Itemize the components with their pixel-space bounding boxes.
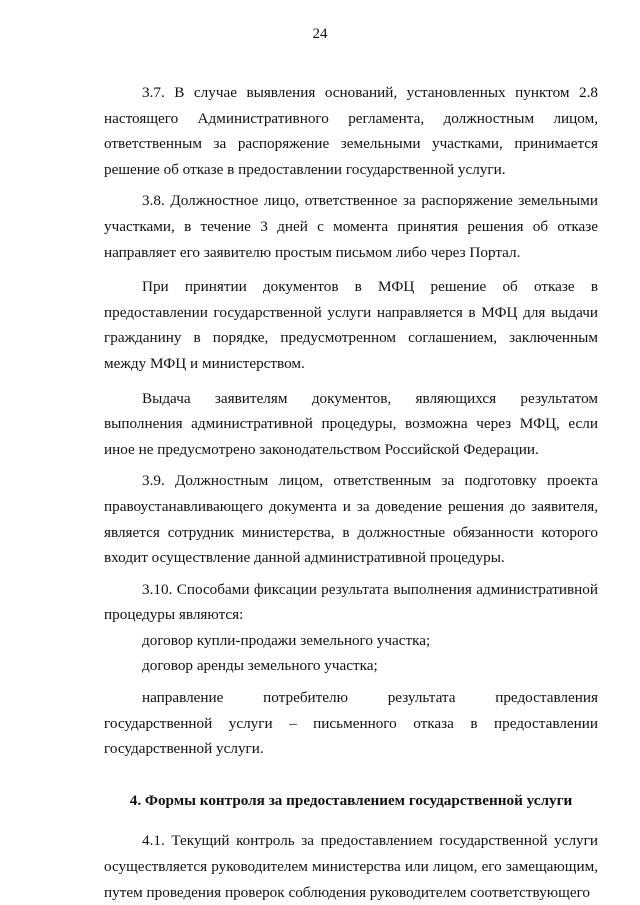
paragraph-refusal-notice: направление потребителю результата предоставления государственной услуги – письменного отказа в предоставлении государственной услуги. [104,689,598,758]
paragraph-4-1: 4.1. Текущий контроль за предоставлением государственной услуги осуществляется руководителем министерства или лицом, его замещающим, путем проведения проверок соблюдения руководителем соответствующего [104,832,598,901]
paragraph-3-8: 3.8. Должностное лицо, ответственное за распоряжение земельными участками, в течение 3 дней с момента принятия решения об отказе направляет его заявителю простым письмом либо через Портал. [104,192,598,261]
paragraph-3-9: 3.9. Должностным лицом, ответственным за подготовку проекта правоустанавливающего документа и за доведение решения до заявителя, является сотрудник министерства, в должностные обязанности которого входит осуществление данной административной процедуры. [104,472,598,567]
list-item-sale-contract: договор купли-продажи земельного участка; [142,631,431,649]
document-body [104,80,598,905]
paragraph-3-10: 3.10. Способами фиксации результата выполнения административной процедуры являются: [104,580,598,624]
list-item-lease-contract: договор аренды земельного участка; [142,657,378,675]
section-heading: 4. Формы контроля за предоставлением государственной услуги [129,791,573,809]
paragraph-mfc-refusal: При принятии документов в МФЦ решение об отказе в предоставлении государственной услуги направляется в МФЦ для выдачи гражданину в порядке, предусмотренном соглашением, заключенным между МФЦ и министерством. [104,278,598,372]
paragraph-issuance: Выдача заявителям документов, являющихся результатом выполнения административной процедуры, возможна через МФЦ, если иное не предусмотрено законодательством Российской Федерации. [104,389,598,458]
page-number: 24 [312,26,328,42]
paragraph-3-7: 3.7. В случае выявления оснований, установленных пунктом 2.8 настоящего Административного регламента, должностным лицом, ответственным за распоряжение земельными участками, принимается решение об отказе в предоставлении государственной услуги. [104,84,598,178]
